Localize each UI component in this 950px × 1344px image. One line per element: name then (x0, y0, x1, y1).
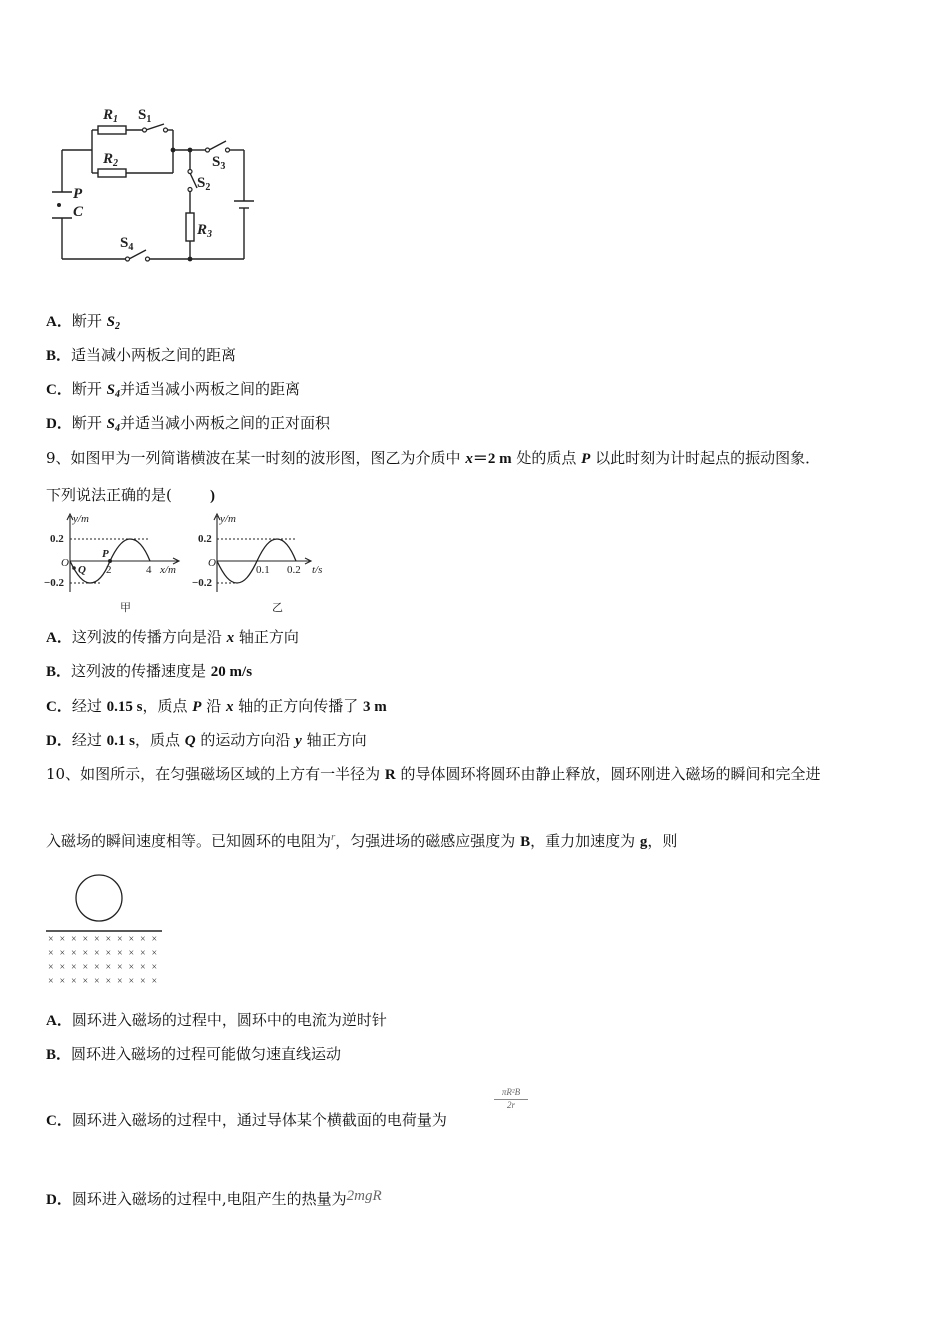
field-cross-mark: × (48, 948, 54, 959)
field-cross-mark: × (128, 962, 135, 973)
field-cross-mark: × (59, 934, 66, 945)
field-cross-mark: × (82, 962, 89, 973)
field-cross-mark: × (117, 962, 123, 973)
field-cross-mark: × (140, 934, 146, 945)
label-s4: $S_4$ (120, 235, 134, 253)
label-p: P (73, 186, 83, 202)
wave-graph-b (192, 510, 342, 620)
heat-formula: 2mgR (346, 1188, 382, 1204)
field-cross-mark: × (94, 948, 100, 959)
q8-option-d: D．断开 $S_4$并适当减小两板之间的正对面积 (46, 414, 330, 434)
field-cross-mark: × (94, 976, 100, 987)
q9-option-b: B．这列波的传播速度是 20 m/s (46, 662, 253, 680)
fraction-numerator: πR²B (494, 1087, 528, 1100)
graph-a-ybottom: −0.2 (44, 577, 65, 589)
graph-a-p: P (102, 548, 109, 560)
field-cross-mark: × (71, 976, 77, 987)
field-cross-mark: × (71, 948, 77, 959)
field-cross-mark: × (59, 948, 66, 959)
label-r2: $R_2$ (103, 151, 119, 169)
graph-b-tick1: 0.1 (256, 564, 270, 576)
label-r3: $R_3$ (197, 222, 213, 240)
graph-a-tick2: 4 (146, 564, 152, 576)
field-cross-mark: × (59, 962, 66, 973)
label-c: C (73, 204, 84, 220)
field-cross-mark: × (82, 934, 89, 945)
field-cross-mark: × (59, 976, 66, 987)
field-cross-mark: × (94, 962, 100, 973)
q10-stem-line2: 入磁场的瞬间速度相等。已知圆环的电阻为$^r$，匀强进场的磁感应强度为 B，重力加速度为 g，则 (46, 831, 678, 850)
field-cross-mark: × (128, 934, 135, 945)
q8-option-b: B．适当减小两板之间的距离 (46, 346, 237, 364)
q9-option-c: C．经过 0.15 s，质点 P 沿 x 轴的正方向传播了 3 m (46, 697, 387, 715)
graph-a-q: Q (78, 564, 86, 576)
graph-b-caption: 乙 (272, 602, 283, 614)
field-cross-mark: × (82, 976, 89, 987)
graph-b-ybottom: −0.2 (192, 577, 213, 589)
field-cross-mark: × (105, 934, 112, 945)
graph-b-xlabel: t/s (312, 564, 323, 576)
conducting-ring (76, 875, 122, 921)
label-r1: $R_1$ (103, 107, 119, 125)
field-cross-mark: × (151, 934, 158, 945)
field-cross-mark: × (117, 934, 123, 945)
graph-a-tick1: 2 (106, 564, 112, 576)
graph-a-xlabel: x/m (160, 564, 176, 576)
field-cross-mark: × (128, 948, 135, 959)
q10-option-b: B．圆环进入磁场的过程可能做匀速直线运动 (46, 1045, 342, 1063)
field-cross-mark: × (151, 976, 158, 987)
circuit-diagram (40, 100, 270, 275)
field-cross-mark: × (94, 934, 100, 945)
resistance-symbol: r (331, 831, 336, 843)
q9-stem-line2: 下列说法正确的是( ) (46, 486, 216, 504)
label-s1: $S_1$ (138, 107, 152, 125)
q10-stem-line1: 10、如图所示，在匀强磁场区域的上方有一半径为 R 的导体圆环将圆环由静止释放，圆环刚进入磁场的瞬间和完全进 (46, 765, 821, 783)
field-cross-mark: × (128, 976, 135, 987)
graph-a-origin: O (61, 557, 69, 569)
q8-option-a: A．断开 $S_2$ (46, 312, 120, 332)
field-cross-mark: × (71, 962, 77, 973)
field-cross-mark: × (71, 934, 77, 945)
field-cross-mark: × (48, 934, 54, 945)
fraction-denominator: 2r (506, 1100, 515, 1110)
q10-option-c: C．圆环进入磁场的过程中，通过导体某个横截面的电荷量为 (46, 1111, 447, 1129)
field-cross-mark: × (82, 948, 89, 959)
graph-b-tick2: 0.2 (287, 564, 301, 576)
field-cross-mark: × (117, 976, 123, 987)
label-s2: $S_2$ (197, 175, 211, 193)
field-cross-mark: × (48, 962, 54, 973)
field-cross-mark: × (105, 976, 112, 987)
q9-stem-line1: 9、如图甲为一列简谐横波在某一时刻的波形图，图乙为介质中 x＝2 m 处的质点 P 以此时刻为计时起点的振动图象． (46, 449, 821, 467)
q9-option-a: A．这列波的传播方向是沿 x 轴正方向 (46, 628, 299, 646)
graph-b-ytop: 0.2 (198, 533, 212, 545)
graph-b-origin: O (208, 557, 216, 569)
q9-option-d: D．经过 0.1 s，质点 Q 的运动方向沿 y 轴正方向 (46, 731, 367, 749)
graph-a-ylabel: y/m (73, 513, 89, 525)
q8-option-c: C．断开 $S_4$并适当减小两板之间的距离 (46, 380, 300, 400)
wave-graph-a (40, 510, 190, 620)
ring-magnetic-field-diagram (40, 870, 170, 990)
field-cross-mark: × (140, 962, 146, 973)
q10-option-d: D．圆环进入磁场的过程中,电阻产生的热量为2mgR (46, 1188, 382, 1208)
field-cross-mark: × (105, 948, 112, 959)
graph-b-ylabel: y/m (220, 513, 236, 525)
field-cross-mark: × (117, 948, 123, 959)
field-cross-mark: × (151, 948, 158, 959)
label-s3: $S_3$ (212, 154, 226, 172)
field-cross-mark: × (151, 962, 158, 973)
field-cross-mark: × (105, 962, 112, 973)
graph-a-caption: 甲 (120, 602, 131, 614)
charge-fraction (494, 1087, 528, 1111)
field-cross-mark: × (48, 976, 54, 987)
field-cross-mark: × (140, 948, 146, 959)
graph-a-ytop: 0.2 (50, 533, 64, 545)
field-cross-mark: × (140, 976, 146, 987)
q10-option-a: A．圆环进入磁场的过程中，圆环中的电流为逆时针 (46, 1011, 387, 1029)
